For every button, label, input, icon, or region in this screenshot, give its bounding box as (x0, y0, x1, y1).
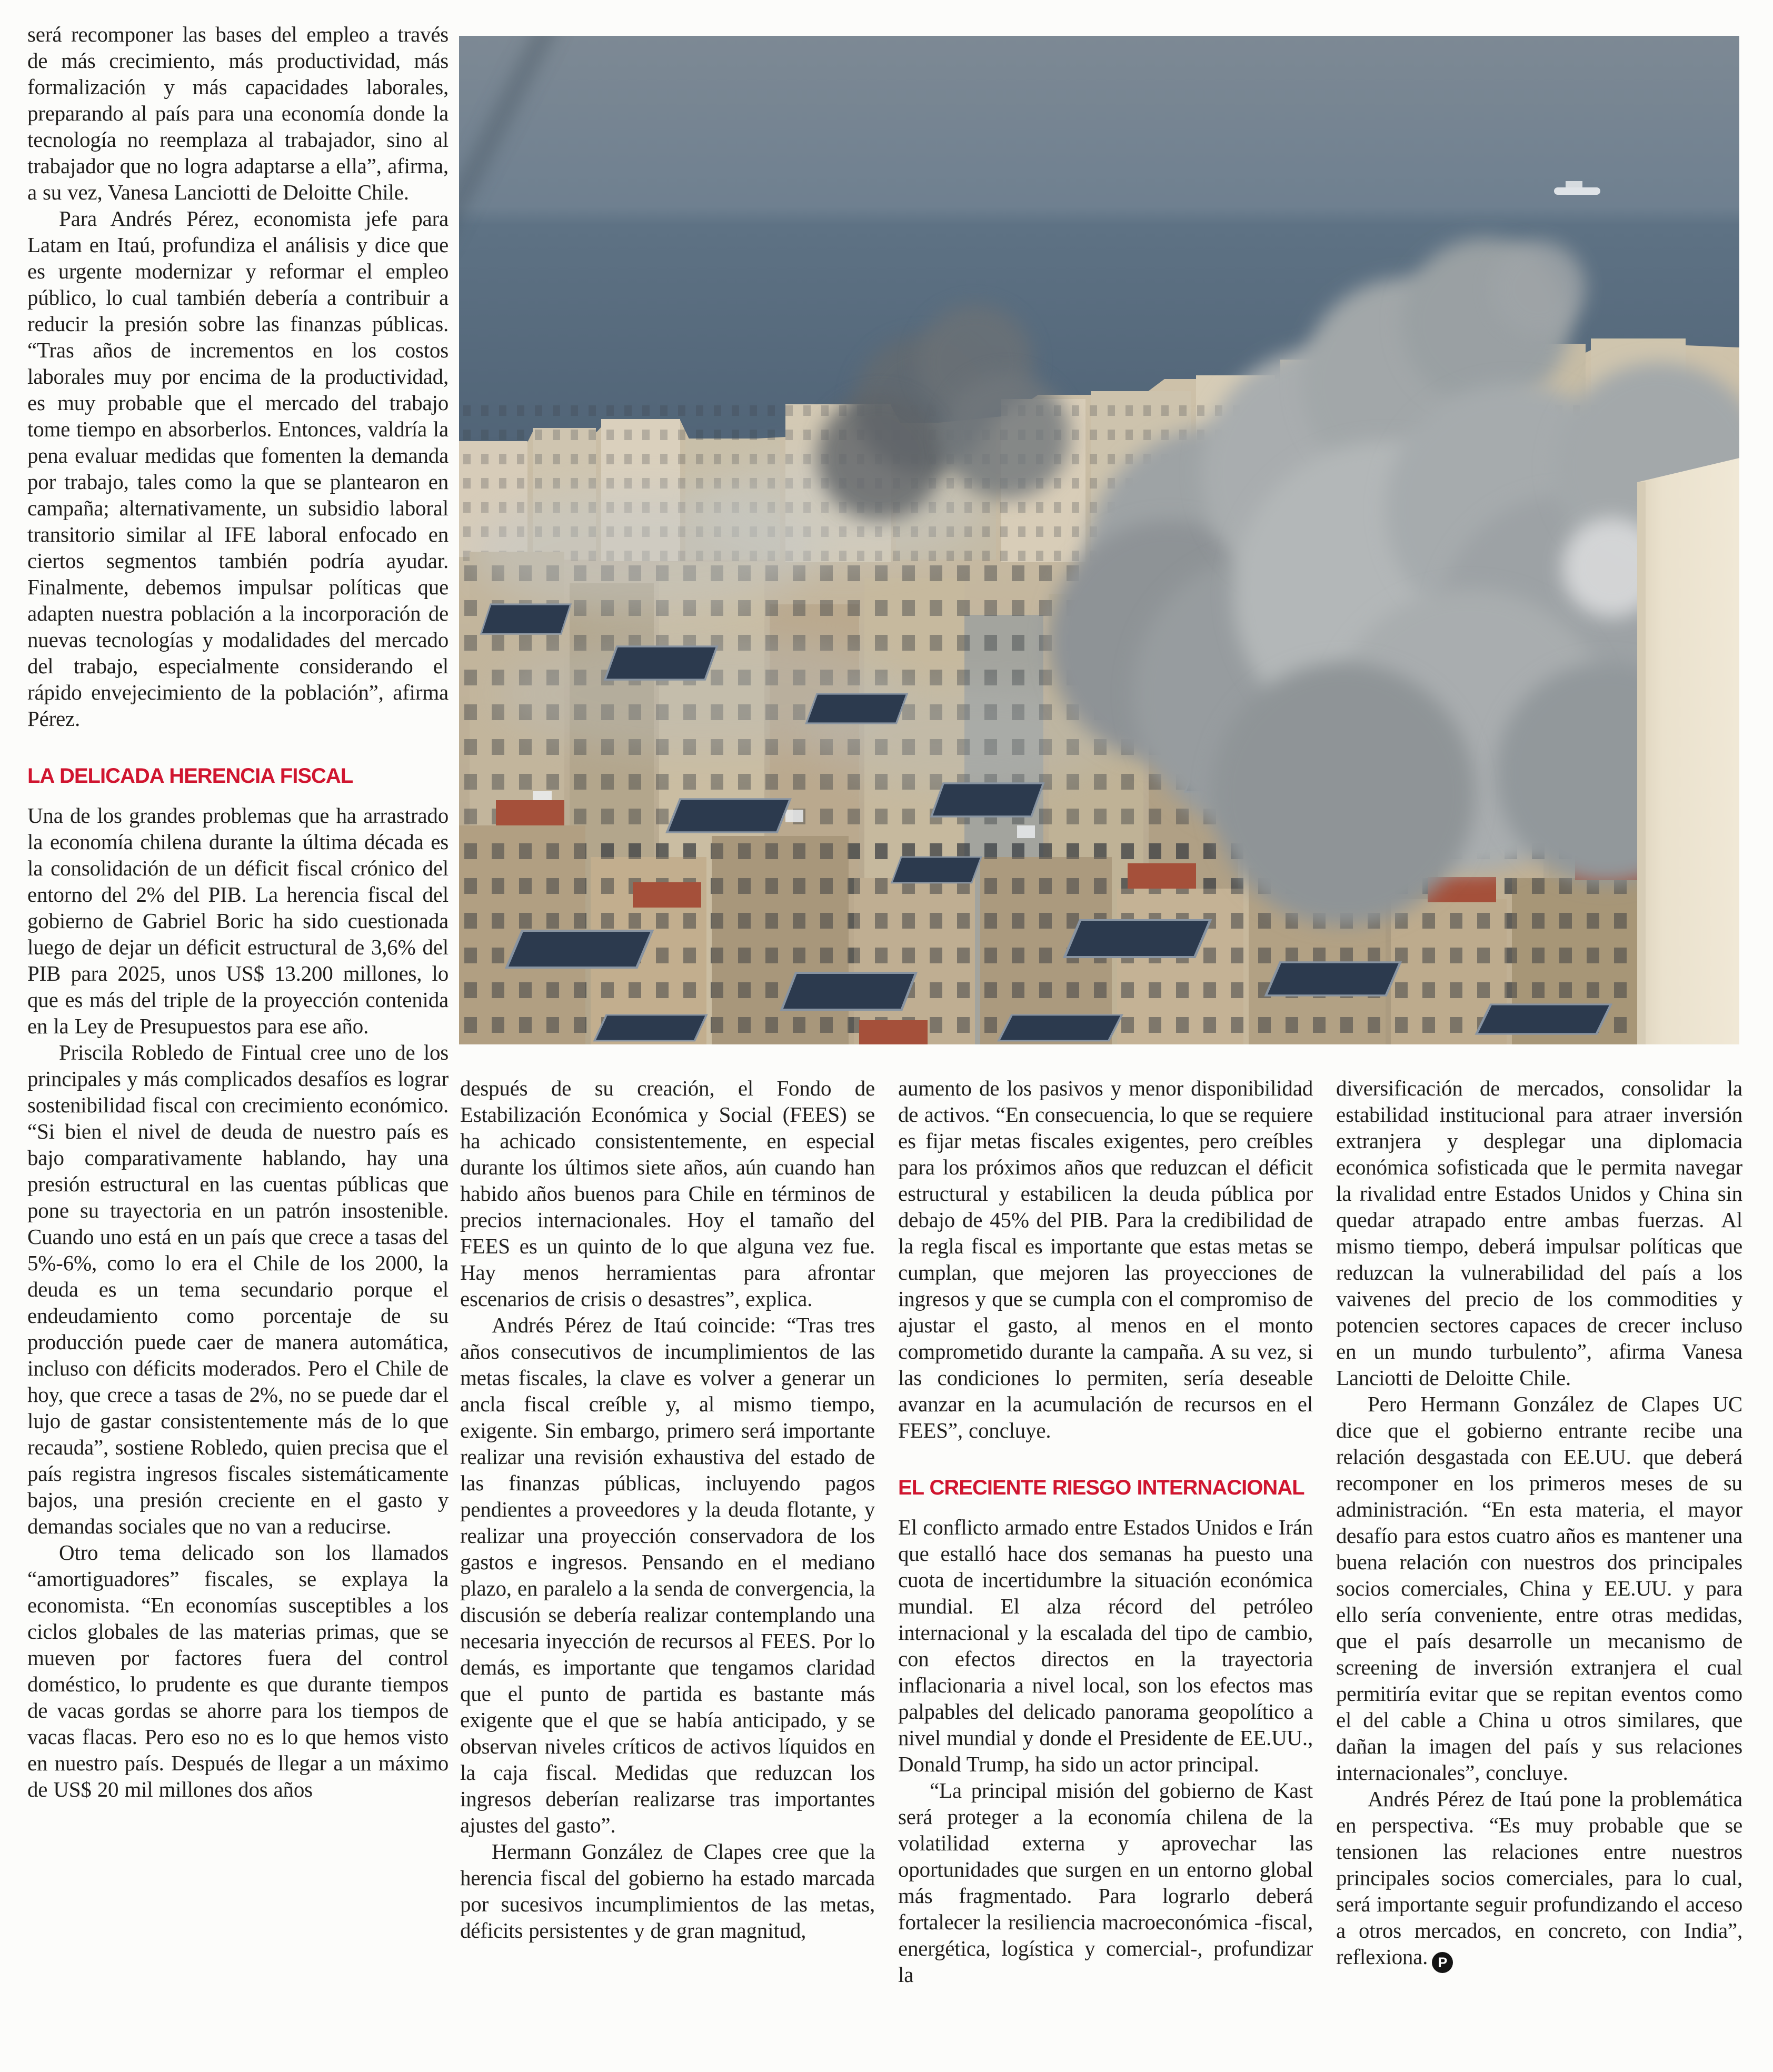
end-of-article-mark: P (1432, 1952, 1453, 1973)
article-paragraph: Pero Hermann González de Clapes UC dice que el gobierno entrante recibe una relación desgastada con EE.UU. que deberá recomponer en los primeros meses de su administración. “En esta materia, el mayor desafío para estos cuatro años es mantener una buena relación con nuestros dos principales socios comerciales, China y EE.UU. y para ello sería conveniente, entre otras medidas, que el país desarrolle un mecanismo de screening de inversión extranjera el cual permitiría evitar que se repitan eventos como el del cable a China u otros similares, que dañan la imagen del país y sus relaciones internacionales”, concluye. (1336, 1392, 1742, 1785)
article-paragraph-last (1336, 1786, 1742, 1973)
article-paragraph: Otro tema delicado son los llamados “amortiguadores” fiscales, se explaya la economista. “En economías susceptibles a los ciclos globales de las materias primas, que se mueven por factores fuera del control doméstico, lo prudente es que durante tiempos de vacas gordas se ahorre para los tiempos de vacas flacas. Pero eso no es lo que hemos visto en nuestro país. Después de llegar a un máximo de US$ 20 mil millones dos años (27, 1540, 449, 1801)
foreground-building (1637, 458, 1739, 1044)
column-2 (460, 1075, 875, 1944)
article-paragraph: El conflicto armado entre Estados Unidos e Irán que estalló hace dos semanas ha puesto una cuota de incertidumbre la situación económica mundial. El alza récord del petróleo internacional y la escalada del tipo de cambio, con efectos directos en la trayectoria inflacionaria a nivel local, son los efectos mas palpables del delicado panorama geopolítico a nivel mundial y donde el Presidente de EE.UU., Donald Trump, ha sido un actor principal. (898, 1515, 1313, 1776)
article-paragraph: después de su creación, el Fondo de Estabilización Económica y Social (FEES) se ha achicado consistentemente, en especial durante los últimos siete años, aún cuando han habido años buenos para Chile en términos de precios internacionales. Hoy el tamaño del FEES es un quinto de lo que alguna vez fue. Hay menos herramientas para afrontar escenarios de crisis o desastres”, explica. (460, 1076, 875, 1311)
article-paragraph: diversificación de mercados, consolidar la estabilidad institucional para atraer inversión extranjera y desplegar una diplomacia económica sofisticada que le permita navegar la rivalidad entre Estados Unidos y China sin quedar atrapado entre ambas fuerzas. Al mismo tiempo, deberá impulsar políticas que reduzcan la vulnerabilidad del país a los vaivenes del precio de los commodities y potencien sectores capaces de crecer incluso en un mundo turbulento”, afirma Vanesa Lanciotti de Deloitte Chile. (1336, 1076, 1742, 1390)
article-paragraph: “La principal misión del gobierno de Kast será proteger a la economía chilena de la volatilidad externa y aprovechar las oportunidades que surgen en un entorno global más fragmentado. Para lograrlo deberá fortalecer la resiliencia macroeconómica -fiscal, energética, logística y comercial-, profundizar la (898, 1778, 1313, 1987)
left-column (27, 21, 449, 1802)
article-paragraph: será recomponer las bases del empleo a través de más crecimiento, más productividad, más formalización y más capacidades laborales, preparando al país para una economía donde la tecnología no reemplaza al trabajador, sino al trabajador que no logra adaptarse a ella”, afirma, a su vez, Vanesa Lanciotti de Deloitte Chile. (27, 22, 449, 204)
column-4 (1336, 1075, 1742, 1973)
section-header-fiscal: LA DELICADA HERENCIA FISCAL (27, 764, 353, 788)
article-paragraph: Hermann González de Clapes cree que la herencia fiscal del gobierno ha estado marcada por sucesivos incumplimientos de las metas, déficits persistentes y de gran magnitud, (460, 1839, 875, 1942)
column-3 (898, 1075, 1313, 1988)
news-photo-illustration (459, 36, 1739, 1044)
article-paragraph: Priscila Robledo de Fintual cree uno de los principales y más complicados desafíos es lograr sostenibilidad fiscal con crecimiento económico. “Si bien el nivel de deuda de nuestro país es bajo comparativamente hablando, hay una presión estructural en las cuentas públicas que pone su trayectoria en un patrón insostenible. Cuando uno está en un país que crece a tasas del 5%-6%, como lo era el Chile de los 2000, la deuda es un tema secundario porque el endeudamiento como porcentaje de su producción puede caer de manera automática, incluso con déficits moderados. Pero el Chile de hoy, que crece a tasas de 2%, no se puede dar el lujo de gastar consistentemente más de lo que recauda”, sostiene Robledo, quien precisa que el país registra ingresos fiscales sistemáticamente bajos, una presión creciente en el gasto y demandas sociales que no van a reducirse. (27, 1040, 449, 1538)
article-paragraph: Andrés Pérez de Itaú coincide: “Tras tres años consecutivos de incumplimientos de las metas fiscales, la clave es volver a generar un ancla fiscal creíble y, al mismo tiempo, exigente. Sin embargo, primero será importante realizar una revisión exhaustiva del estado de las finanzas públicas, incluyendo pagos pendientes a proveedores y la deuda flotante, y realizar una proyección conservadora de los gastos e ingresos. Pensando en el mediano plazo, en paralelo a la senda de convergencia, la discusión se debería realizar contemplando una necesaria inyección de recursos al FEES. Por lo demás, es importante que tengamos claridad que el punto de partida es bastante más exigente que el que se había anticipado, y se observan niveles críticos de activos líquidos en la caja fiscal. Medidas que reduzcan los ingresos deberían realizarse tras importantes ajustes del gasto”. (460, 1313, 875, 1837)
article-paragraph: Una de los grandes problemas que ha arrastrado la economía chilena durante la última década es la consolidación de un déficit fiscal crónico del entorno del 2% del PIB. La herencia fiscal del gobierno de Gabriel Boric ha sido cuestionada luego de dejar un déficit estructural de 3,6% del PIB para 2025, unos US$ 13.200 millones, lo que es más del triple de la proyección contenida en la Ley de Presupuestos para ese año. (27, 803, 449, 1038)
article-paragraph: aumento de los pasivos y menor disponibilidad de activos. “En consecuencia, lo que se requiere es fijar metas fiscales exigentes, pero creíbles para los próximos años que reduzcan el déficit estructural y estabilicen la deuda pública por debajo de 45% del PIB. Para la credibilidad de la regla fiscal es importante que estas metas se cumplan, que mejoren las proyecciones de ingresos y que se cumpla con el compromiso de ajustar el gasto, al menos en el monto comprometido durante la campaña. A su vez, si las condiciones lo permiten, sería deseable avanzar en la acumulación de recursos en el FEES”, concluye. (898, 1076, 1313, 1442)
article-paragraph-text: Andrés Pérez de Itaú pone la problemática en perspectiva. “Es muy probable que se tensionen las relaciones entre nuestros principales socios comerciales, para lo cual, será importante seguir profundizando el acceso a otros mercados, en concreto, con India”, reflexiona. (1336, 1787, 1742, 1969)
article-paragraph: Para Andrés Pérez, economista jefe para Latam en Itaú, profundiza el análisis y dice que es urgente modernizar y reformar el empleo público, lo cual también debería a contribuir a reducir la presión sobre las finanzas públicas. “Tras años de incrementos en los costos laborales muy por encima de la productividad, es muy probable que el mercado del trabajo tome tiempo en absorberlos. Entonces, valdría la pena evaluar medidas que fomenten la demanda por trabajo, tales como la que se plantearon en campaña; alternativamente, un subsidio laboral transitorio similar al IFE laboral enfocado en ciertos segmentos también podría ayudar. Finalmente, debemos impulsar políticas que adapten nuestra población a la incorporación de nuevas tecnologías y modalidades del mercado del trabajo, especialmente considerando el rápido envejecimiento de la población”, afirma Pérez. (27, 206, 449, 731)
news-photo (459, 36, 1739, 1044)
section-header-international: EL CRECIENTE RIESGO INTERNACIONAL (898, 1476, 1304, 1499)
